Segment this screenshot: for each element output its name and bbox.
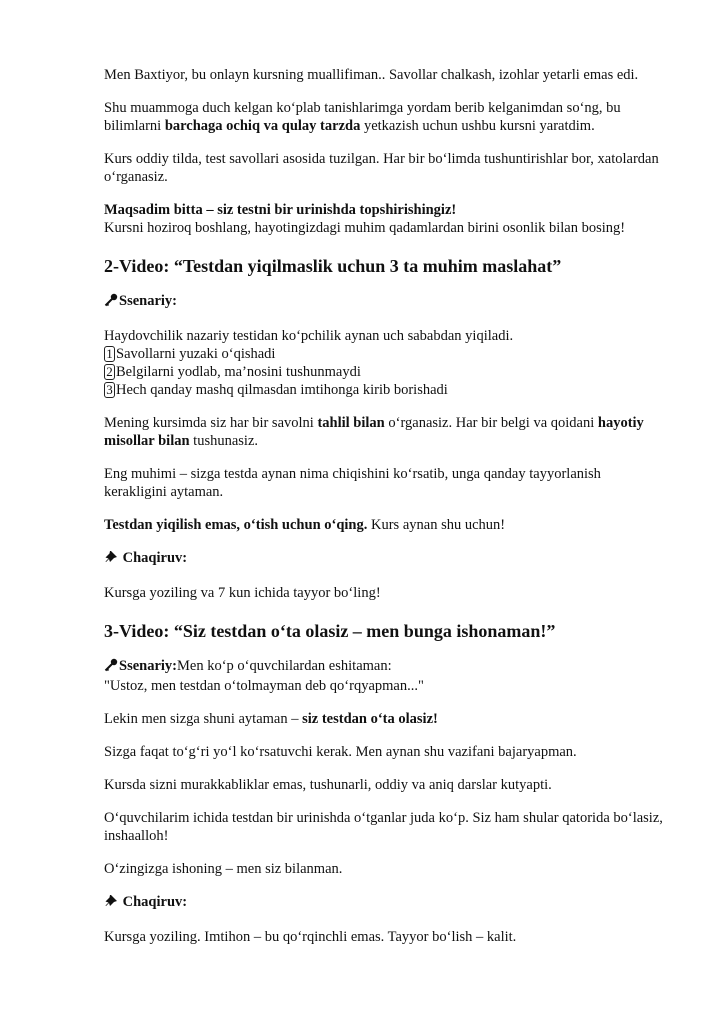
key-icon xyxy=(104,658,118,677)
video3-paragraph-2: Sizga faqat to‘g‘ri yo‘l ko‘rsatuvchi kerak. Men aynan shu vazifani bajaryapman. xyxy=(104,744,577,760)
video3-title: 3-Video: “Siz testdan o‘ta olasiz – men bunga ishonaman!” xyxy=(104,621,556,641)
video2-lead: Haydovchilik nazariy testidan ko‘pchilik aynan uch sababdan yiqiladi. xyxy=(104,328,514,344)
video2-cta: Kursga yoziling va 7 kun ichida tayyor bo‘ling! xyxy=(104,585,381,601)
video3-cta-label: Chaqiruv: xyxy=(104,893,664,913)
video2-scenario-label: Ssenariy: xyxy=(104,292,664,312)
number-badge: 2 xyxy=(104,364,115,380)
video3-paragraph-5: O‘zingizga ishoning – men siz bilanman. xyxy=(104,861,343,877)
video3-paragraph-4: O‘quvchilarim ichida testdan bir urinishda o‘tganlar juda ko‘p. Siz ham shular qatorida bo‘lasiz, inshaalloh! xyxy=(104,810,663,844)
pushpin-icon xyxy=(104,550,118,569)
video2-title: 2-Video: “Testdan yiqilmaslik uchun 3 ta muhim maslahat” xyxy=(104,256,562,276)
video3-cta: Kursga yoziling. Imtihon – bu qo‘rqinchli emas. Tayyor bo‘lish – kalit. xyxy=(104,929,517,945)
video3-paragraph-3: Kursda sizni murakkabliklar emas, tushunarli, oddiy va aniq darslar kutyapti. xyxy=(104,777,552,793)
intro-paragraph-4: Kursni hoziroq boshlang, hayotingizdagi muhim qadamlardan birini osonlik bilan bosing! xyxy=(104,220,626,236)
intro-paragraph-3: Kurs oddiy tilda, test savollari asosida tuzilgan. Har bir bo‘limda tushuntirishlar bor, xatolardan o‘rganasiz. xyxy=(104,151,659,185)
video3-scenario: Ssenariy:Men ko‘p o‘quvchilardan eshitaman: xyxy=(104,657,664,677)
video2-paragraph-1: Mening kursimda siz har bir savolni tahlil bilan o‘rganasiz. Har bir belgi va qoidani hayotiy misollar bilan tushunasiz. xyxy=(104,415,644,449)
document-page xyxy=(104,66,664,946)
intro-goal-heading: Maqsadim bitta – siz testni bir urinishda topshirishingiz! xyxy=(104,202,457,218)
video3-quote: "Ustoz, men testdan o‘tolmayman deb qo‘rqyapman..." xyxy=(104,678,424,694)
video2-paragraph-3: Testdan yiqilish emas, o‘tish uchun o‘qing. Kurs aynan shu uchun! xyxy=(104,517,506,533)
list-item: 3 Hech qanday mashq qilmasdan imtihonga kirib borishadi xyxy=(104,381,664,399)
video2-paragraph-2: Eng muhimi – sizga testda aynan nima chiqishini ko‘rsatib, unga qanday tayyorlanish kerakligini aytaman. xyxy=(104,466,601,500)
intro-paragraph-2: Shu muammoga duch kelgan ko‘plab tanishlarimga yordam berib kelganimdan so‘ng, bu bilimlarni barchaga ochiq va qulay tarzda yetkazish uchun ushbu kursni yaratdim. xyxy=(104,100,621,134)
key-icon xyxy=(104,293,118,312)
intro-paragraph-1: Men Baxtiyor, bu onlayn kursning muallifiman.. Savollar chalkash, izohlar yetarli emas edi. xyxy=(104,67,639,83)
list-item: 2 Belgilarni yodlab, ma’nosini tushunmaydi xyxy=(104,363,664,381)
number-badge: 3 xyxy=(104,382,115,398)
video2-cta-label: Chaqiruv: xyxy=(104,549,664,569)
list-item: 1 Savollarni yuzaki o‘qishadi xyxy=(104,345,664,363)
video3-paragraph-1: Lekin men sizga shuni aytaman – siz testdan o‘ta olasiz! xyxy=(104,711,438,727)
pushpin-icon xyxy=(104,894,118,913)
number-badge: 1 xyxy=(104,346,115,362)
